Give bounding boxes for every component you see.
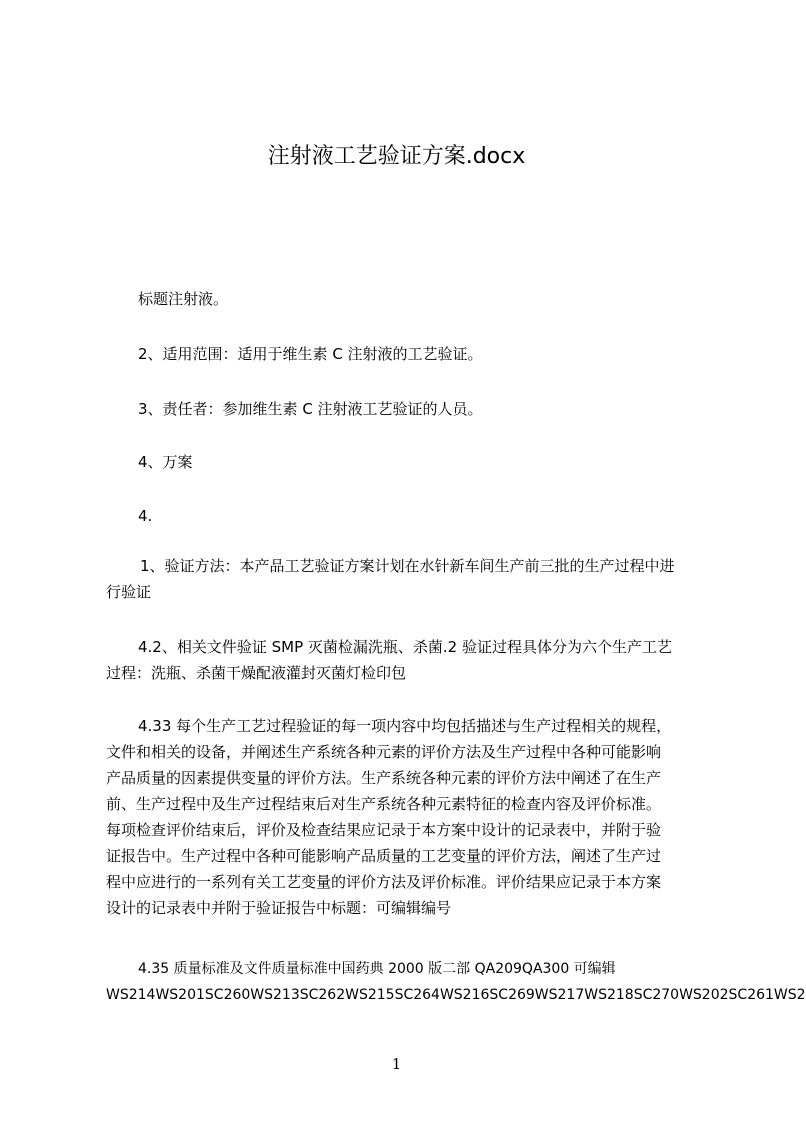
paragraph-plan-heading bbox=[106, 449, 734, 475]
paragraph-line: 产品质量的因素提供变量的评价方法。生产系统各种元素的评价方法中阐述了在生产 bbox=[106, 769, 662, 787]
paragraph-scope bbox=[106, 341, 734, 367]
page-number: 1 bbox=[391, 1055, 402, 1073]
paragraph-line: 过程：洗瓶、杀菌干燥配液灌封灭菌灯检印包 bbox=[106, 664, 407, 682]
paragraph-line: 行验证 bbox=[106, 583, 152, 601]
paragraph-line: 4.33 每个生产工艺过程验证的每一项内容中均包括描述与生产过程相关的规程， bbox=[138, 717, 672, 735]
paragraph-line: 2、适用范围：适用于维生素 C 注射液的工艺验证。 bbox=[138, 345, 483, 363]
paragraph-line: 前、生产过程中及生产过程结束后对生产系统各种元素特征的检查内容及评价标准。 bbox=[106, 795, 662, 813]
paragraph-line: 设计的记录表中并附于验证报告中标题：可编辑编号 bbox=[106, 899, 452, 917]
paragraph-process-validation bbox=[106, 713, 702, 921]
paragraph-line: 3、责任者：参加维生素 C 注射液工艺验证的人员。 bbox=[138, 400, 483, 418]
paragraph-line: 1、验证方法：本产品工艺验证方案计划在水针新车间生产前三批的生产过程中进 bbox=[140, 557, 675, 575]
paragraph-title-note bbox=[106, 286, 734, 312]
paragraph-line: 每项检查评价结束后，评价及检查结果应记录于本方案中设计的记录表中，并附于验 bbox=[106, 821, 662, 839]
paragraph-related-documents bbox=[106, 634, 702, 686]
paragraph-section-4 bbox=[106, 503, 734, 529]
paragraph-line: 4.35 质量标准及文件质量标准中国药典 2000 版二部 QA209QA300 可编辑 bbox=[138, 961, 616, 977]
paragraph-line: 文件和相关的设备，并阐述生产系统各种元素的评价方法及生产过程中各种可能影响 bbox=[106, 743, 662, 761]
paragraph-line: 标题注射液。 bbox=[138, 290, 229, 308]
paragraph-line: 4、万案 bbox=[138, 453, 193, 471]
paragraph-line: 证报告中。生产过程中各种可能影响产品质量的工艺变量的评价方法，阐述了生产过 bbox=[106, 847, 662, 865]
paragraph-responsibility bbox=[106, 396, 734, 422]
paragraph-line: 4.2、相关文件验证 SMP 灭菌检漏洗瓶、杀菌.2 验证过程具体分为六个生产工艺 bbox=[138, 638, 672, 656]
paragraph-quality-standards bbox=[106, 956, 806, 1008]
paragraph-validation-method bbox=[106, 553, 702, 605]
paragraph-line: WS214WS201SC260WS213SC262WS215SC264WS216SC269WS217WS218SC270WS202SC261WS2 bbox=[106, 987, 806, 1003]
document-title: 注射液工艺验证方案.docx bbox=[267, 144, 526, 169]
paragraph-line: 程中应进行的一系列有关工艺变量的评价方法及评价标准。评价结果应记录于本方案 bbox=[106, 873, 662, 891]
paragraph-line: 4. bbox=[138, 507, 153, 525]
